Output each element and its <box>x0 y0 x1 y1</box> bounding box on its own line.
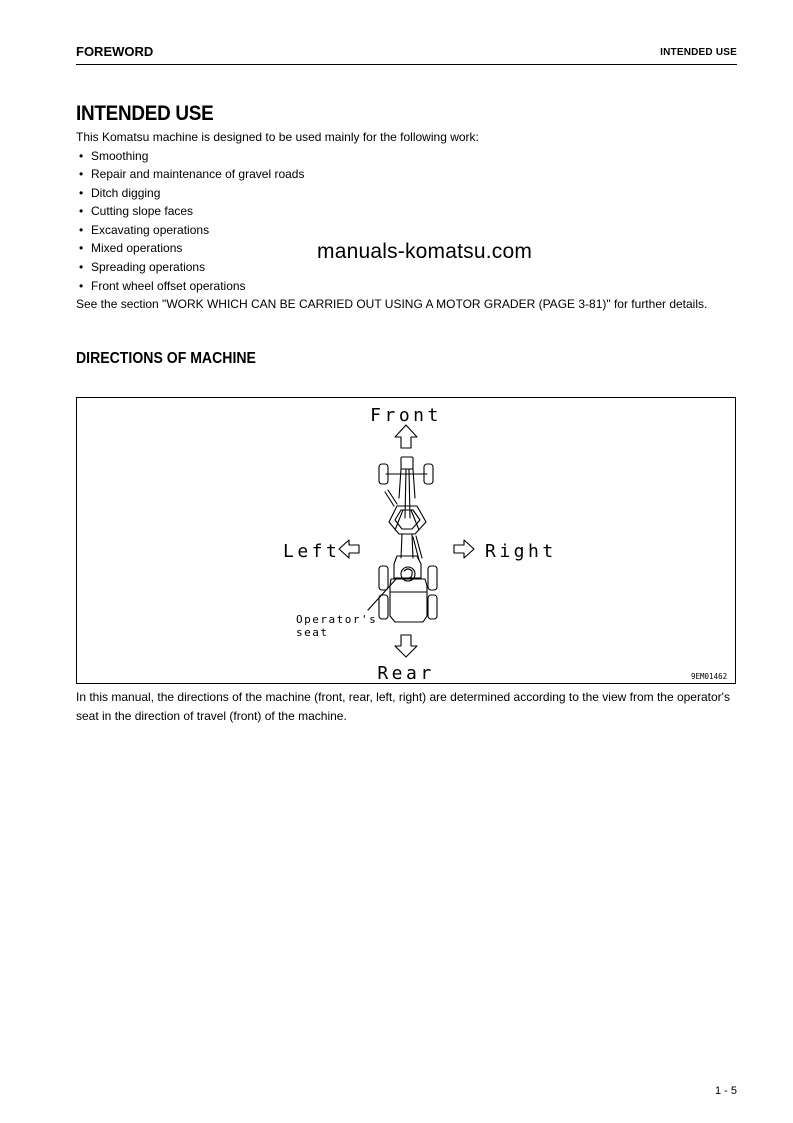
work-list <box>76 147 304 296</box>
list-item: • Mixed operations <box>76 239 304 258</box>
directions-title: DIRECTIONS OF MACHINE <box>76 350 256 367</box>
figure-code: 9EM01462 <box>691 672 728 681</box>
intended-use-intro: This Komatsu machine is designed to be used mainly for the following work: <box>76 130 479 144</box>
list-item: • Smoothing <box>76 147 304 166</box>
page-number: 1 - 5 <box>714 1085 737 1097</box>
bullet-icon: • <box>79 167 84 182</box>
arrow-left-icon <box>339 540 359 558</box>
list-item: • Cutting slope faces <box>76 202 304 221</box>
list-item: • Spreading operations <box>76 258 304 277</box>
bullet-icon: • <box>79 260 84 275</box>
arrow-up-icon <box>395 425 417 448</box>
arrow-right-icon <box>454 540 474 558</box>
list-item: • Repair and maintenance of gravel roads <box>76 165 304 184</box>
arrow-down-icon <box>395 635 417 657</box>
list-item: • Ditch digging <box>76 184 304 203</box>
front-label: Front <box>370 405 442 426</box>
header-chapter: INTENDED USE <box>660 47 737 58</box>
header-rule <box>76 64 737 65</box>
watermark-link[interactable]: manuals-komatsu.com <box>317 240 533 263</box>
bullet-icon: • <box>79 278 84 293</box>
bullet-icon: • <box>79 204 84 219</box>
directions-figure <box>76 397 736 684</box>
see-also-text: See the section "WORK WHICH CAN BE CARRIED OUT USING A MOTOR GRADER (PAGE 3-81)" for further details. <box>76 297 708 311</box>
seat-label-line2: seat <box>296 626 329 639</box>
seat-label-line1: Operator's <box>296 613 378 626</box>
motor-grader-icon <box>368 457 437 622</box>
rear-label: Rear <box>377 663 435 684</box>
bullet-icon: • <box>79 222 84 237</box>
header-section: FOREWORD <box>76 44 154 59</box>
bullet-icon: • <box>79 185 84 200</box>
directions-caption: In this manual, the directions of the machine (front, rear, left, right) are determined according to the view from the operator's seat in the direction of travel (front) of the machine. <box>76 690 730 723</box>
bullet-icon: • <box>79 241 84 256</box>
right-label: Right <box>485 541 557 562</box>
left-label: Left <box>283 541 341 562</box>
machine-diagram <box>77 398 737 685</box>
bullet-icon: • <box>79 148 84 163</box>
list-item: • Front wheel offset operations <box>76 277 304 296</box>
list-item: • Excavating operations <box>76 221 304 240</box>
intended-use-title: INTENDED USE <box>76 102 214 125</box>
